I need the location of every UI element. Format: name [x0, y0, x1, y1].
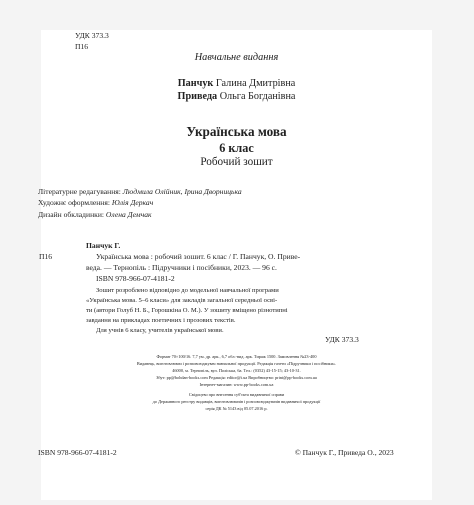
- imprint-certificate-line-1: Свідоцтво про внесення суб'єкта видавничої справи: [188, 392, 285, 397]
- author-1: [41, 78, 432, 89]
- udk-code: УДК 373.3: [75, 31, 109, 40]
- credit-role: Художнє оформлення:: [38, 198, 110, 207]
- credit-role: Дизайн обкладинки:: [38, 210, 105, 219]
- credit-role: Літературне редагування:: [38, 187, 121, 196]
- book-imprint-page: [38, 30, 432, 500]
- card-description-line-1: Українська мова : робочий зошит. 6 клас / Г. Панчук, О. Приве-: [96, 252, 301, 261]
- annotation-line: «Українська мова. 5–6 класи» для закладів загальної середньої осві-: [86, 297, 278, 304]
- footer-copyright: © Панчук Г., Приведа О., 2023: [295, 448, 394, 457]
- imprint-publisher-line: Видавець, виготовлювач і розповсюджувач навчальної продукції. Редакція газети «Підручники і посібники».: [136, 361, 337, 366]
- imprint-format-line: Формат 70×100/16. 7,7 ум. др. арк., 6,7 обл.-вид. арк. Тираж 1500. Замовлення №23-400: [156, 354, 317, 359]
- library-index: П16: [75, 42, 89, 51]
- imprint-certificate-line-2: до Державного реєстру видавців, виготовлювачів і розповсюджувачів видавничої продукції: [152, 399, 321, 404]
- author-2-given-names: Ольга Богданівна: [219, 91, 296, 102]
- author-1-given-names: Галина Дмитрівна: [215, 78, 296, 89]
- author-2-surname: Приведа: [177, 91, 218, 102]
- imprint-shop-line: Інтернет-магазин: www.pp-books.com.ua: [199, 382, 274, 387]
- imprint-certificate-line-3: серія ДК № 5143 від 05.07.2016 р.: [205, 406, 268, 411]
- card-index: П16: [39, 252, 53, 261]
- card-author-heading: Панчук Г.: [86, 241, 121, 250]
- annotation-line: Зошит розроблено відповідно до модельної навчальної програми: [96, 287, 279, 294]
- credit-literary-editing: [38, 187, 242, 196]
- imprint-address-line: 46000, м. Тернопіль, вул. Поліська, 6а. Тел.: (0352) 43-15-15; 43-10-31.: [172, 368, 301, 373]
- footer-isbn: ISBN 978-966-07-4181-2: [38, 448, 117, 457]
- card-udk: УДК 373.3: [325, 335, 359, 344]
- credit-art-design: [38, 198, 153, 207]
- credit-cover-design: [38, 210, 152, 219]
- imprint-contacts-line: Збут: pp@bohdan-books.com Редакція: editor@i.ua Виробництво: print@pp-books.com.ua: [156, 375, 317, 380]
- credit-names: Юлія Деркач: [111, 198, 154, 207]
- author-1-surname: Панчук: [177, 78, 214, 89]
- author-2: [41, 91, 432, 102]
- card-description-line-2: веда. — Тернопіль : Підручники і посібники, 2023. — 96 с.: [86, 263, 277, 272]
- book-subtitle: Робочий зошит: [200, 156, 273, 168]
- credit-names: Олена Демчак: [105, 210, 152, 219]
- grade: 6 клас: [219, 141, 254, 155]
- credit-names: Людмила Олійник, Ірина Дворницька: [122, 187, 242, 196]
- card-isbn: ISBN 978-966-07-4181-2: [96, 274, 175, 283]
- card-annotation: [86, 286, 288, 336]
- annotation-line: Для учнів 6 класу, учителів української мови.: [96, 327, 224, 334]
- annotation-line: завдання на прикладах поетичних і прозових текстів.: [86, 317, 236, 324]
- annotation-line: ти (автори Голуб Н. Б., Горошкіна О. М.). У зошиту вміщено різнотипні: [86, 307, 288, 314]
- edition-type: Навчальне видання: [194, 52, 279, 63]
- book-title: Українська мова: [186, 124, 287, 139]
